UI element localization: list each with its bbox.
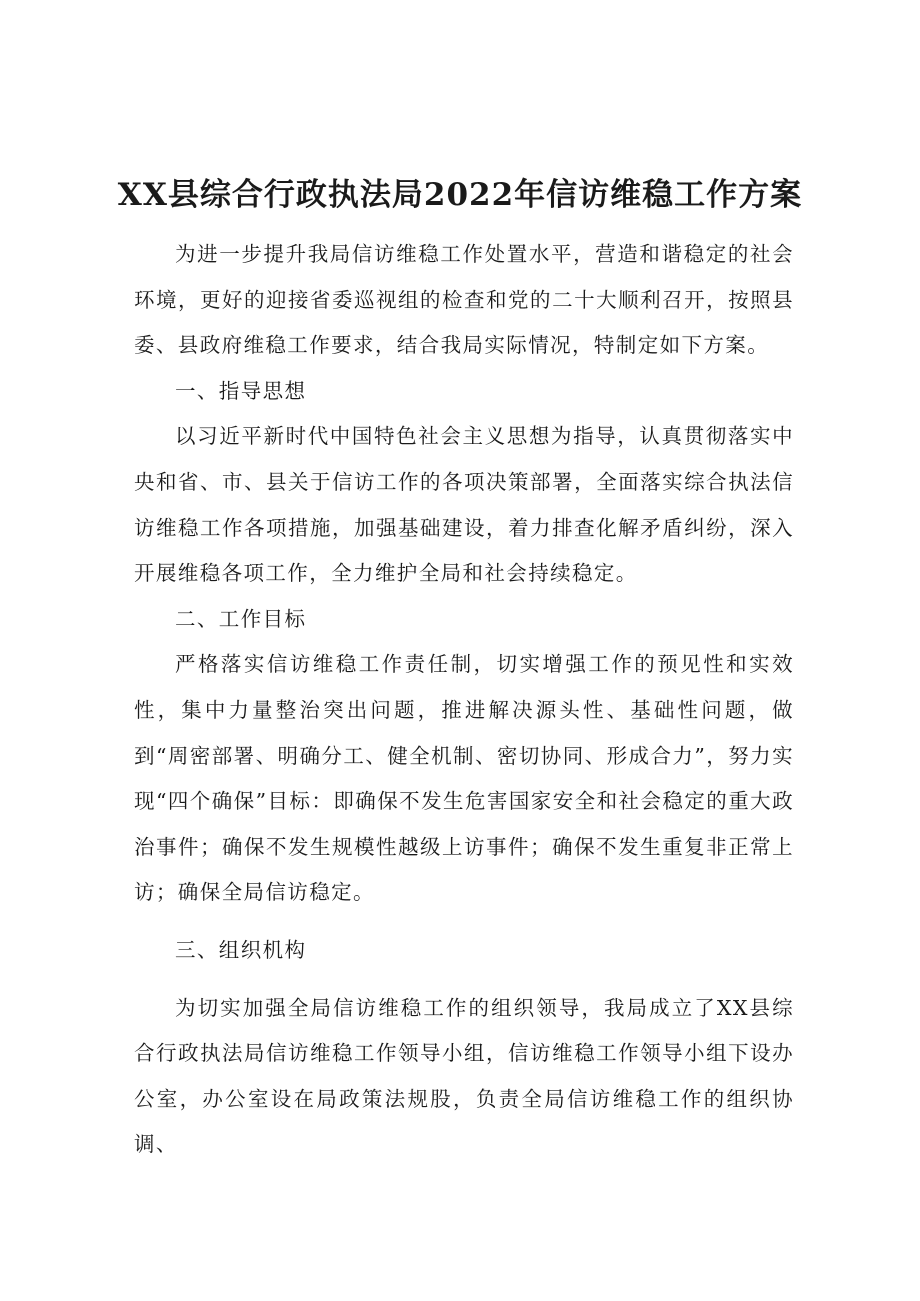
document-title: XX县综合行政执法局2022年信访维稳工作方案 [117, 177, 803, 213]
document-body [134, 232, 794, 1168]
intro-paragraph: 为进一步提升我局信访维稳工作处置水平，营造和谐稳定的社会环境，更好的迎接省委巡视组的检查和党的二十大顺利召开，按照县委、县政府维稳工作要求，结合我局实际情况，特制定如下方案。 [134, 242, 794, 358]
section-paragraph-organization: 为切实加强全局信访维稳工作的组织领导，我局成立了XX县综合行政执法局信访维稳工作领导小组，信访维稳工作领导小组下设办公室，办公室设在局政策法规股，负责全局信访维稳工作的组织协调、 [134, 995, 794, 1157]
section-heading-organization: 三、组织机构 [175, 937, 307, 962]
section-paragraph-guiding-ideology: 以习近平新时代中国特色社会主义思想为指导，认真贯彻落实中央和省、市、县关于信访工作的各项决策部署，全面落实综合执法信访维稳工作各项措施，加强基础建设，着力排查化解矛盾纠纷，深入开展维稳各项工作，全力维护全局和社会持续稳定。 [134, 424, 794, 586]
section-heading-work-goals: 二、工作目标 [175, 606, 307, 631]
section-paragraph-work-goals: 严格落实信访维稳工作责任制，切实增强工作的预见性和实效性，集中力量整治突出问题，推进解决源头性、基础性问题，做到“周密部署、明确分工、健全机制、密切协同、形成合力”，努力实现“四个确保”目标：即确保不发生危害国家安全和社会稳定的重大政治事件；确保不发生规模性越级上访事件；确保不发生重复非正常上访；确保全局信访稳定。 [134, 652, 794, 905]
section-heading-guiding-ideology: 一、指导思想 [175, 378, 307, 403]
